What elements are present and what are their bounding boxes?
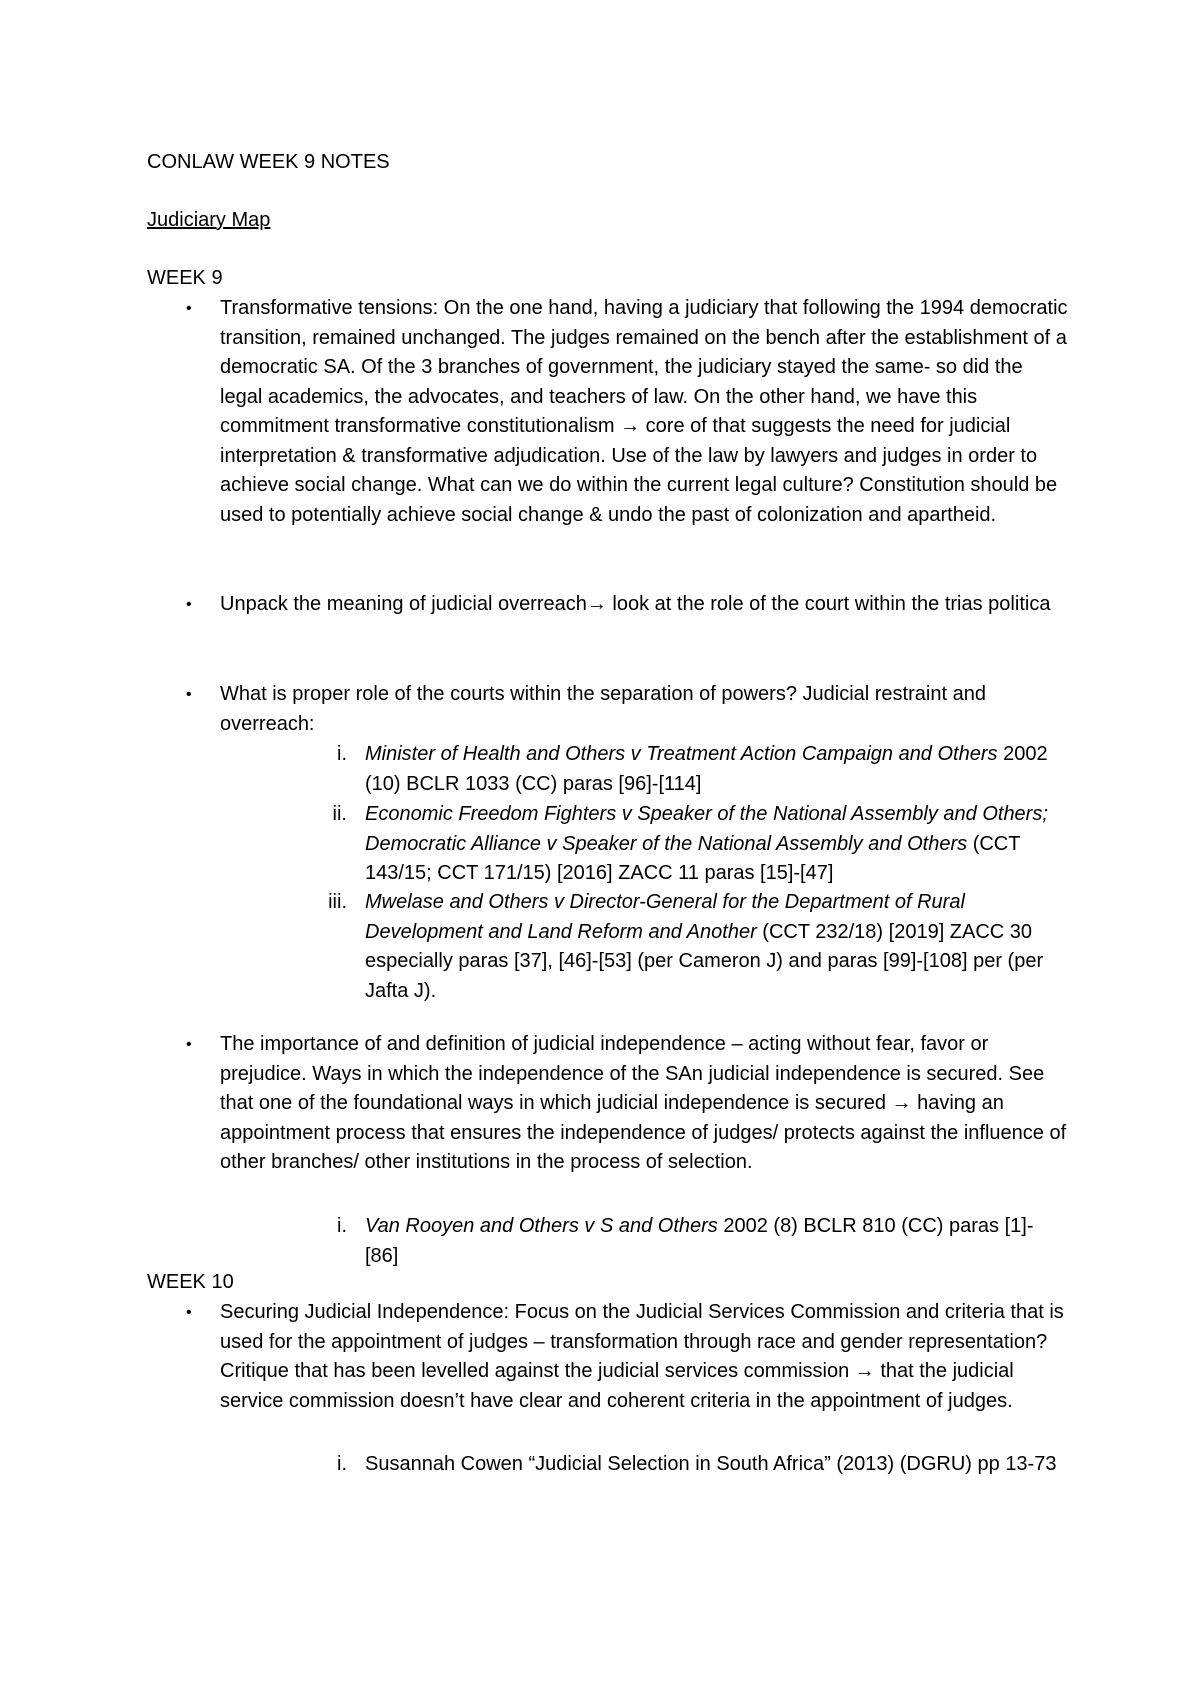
- reading-reference: [337, 1450, 1065, 1480]
- bullet-item: [186, 294, 1070, 530]
- section-heading: Judiciary Map: [147, 209, 271, 231]
- list-number: i.: [337, 1215, 347, 1237]
- case-citation: 2002 (10) BCLR 1033 (CC) paras [96]-[114]: [365, 743, 1048, 795]
- case-name: Mwelase and Others v Director-General for the Department of Rural Development and Land Reform and Another: [365, 891, 965, 943]
- bullet-text: What is proper role of the courts within the separation of powers? Judicial restraint and overreach:: [220, 683, 986, 735]
- week-10-label: WEEK 10: [147, 1271, 234, 1293]
- week-9-label: WEEK 9: [147, 267, 223, 289]
- case-reference: [337, 1212, 1065, 1271]
- case-reference: [332, 800, 1065, 889]
- case-name: Economic Freedom Fighters v Speaker of the National Assembly and Others; Democratic Alliance v Speaker of the National Assembly and Others: [365, 803, 1048, 855]
- bullet-icon: •: [186, 686, 192, 703]
- document-title: CONLAW WEEK 9 NOTES: [147, 151, 390, 173]
- case-reference: [328, 888, 1065, 1006]
- bullet-item: [186, 590, 1070, 620]
- list-number: iii.: [328, 891, 347, 913]
- bullet-icon: •: [186, 1304, 192, 1321]
- case-name: Minister of Health and Others v Treatment Action Campaign and Others: [365, 743, 998, 765]
- case-citation: (CCT 232/18) [2019] ZACC 30 especially paras [37], [46]-[53] (per Cameron J) and paras [99]-[108] per (per Jafta J).: [365, 920, 1044, 1002]
- bullet-text: Securing Judicial Independence: Focus on the Judicial Services Commission and criteria that is used for the appointment of judges – transformation through race and gender representation? Critique that has been levelled against the judicial services commission → that the judicial service commission doesn’t have clear and coherent criteria in the appointment of judges.: [220, 1301, 1064, 1412]
- case-reference: [337, 740, 1065, 799]
- bullet-icon: •: [186, 1036, 192, 1053]
- bullet-text: Transformative tensions: On the one hand, having a judiciary that following the 1994 democratic transition, remained unchanged. The judges remained on the bench after the establishment of a democratic SA. Of the 3 branches of government, the judiciary stayed the same- so did the legal academics, the advocates, and teachers of law. On the other hand, we have this commitment transformative constitutionalism → core of that suggests the need for judicial interpretation & transformative adjudication. Use of the law by lawyers and judges in order to achieve social change. What can we do within the current legal culture? Constitution should be used to potentially achieve social change & undo the past of colonization and apartheid.: [220, 297, 1068, 526]
- list-number: i.: [337, 743, 347, 765]
- case-name: Van Rooyen and Others v S and Others: [365, 1215, 718, 1237]
- list-number: ii.: [332, 803, 347, 825]
- bullet-text: Unpack the meaning of judicial overreach→ look at the role of the court within the trias politica: [220, 593, 1051, 615]
- list-number: i.: [337, 1453, 347, 1475]
- bullet-item: [186, 1298, 1070, 1416]
- bullet-icon: •: [186, 300, 192, 317]
- bullet-text: The importance of and definition of judicial independence – acting without fear, favor or prejudice. Ways in which the independence of the SAn judicial independence is secured. See that one of the foundational ways in which judicial independence is secured → having an appointment process that ensures the independence of judges/ protects against the influence of other branches/ other institutions in the process of selection.: [220, 1033, 1067, 1173]
- bullet-icon: •: [186, 596, 192, 613]
- case-citation: (CCT 143/15; CCT 171/15) [2016] ZACC 11 paras [15]-[47]: [365, 832, 1021, 884]
- reading-text: Susannah Cowen “Judicial Selection in South Africa” (2013) (DGRU) pp 13-73: [365, 1453, 1057, 1475]
- bullet-item: [186, 1030, 1070, 1178]
- bullet-item: [186, 680, 1070, 739]
- case-citation: 2002 (8) BCLR 810 (CC) paras [1]-[86]: [365, 1215, 1034, 1267]
